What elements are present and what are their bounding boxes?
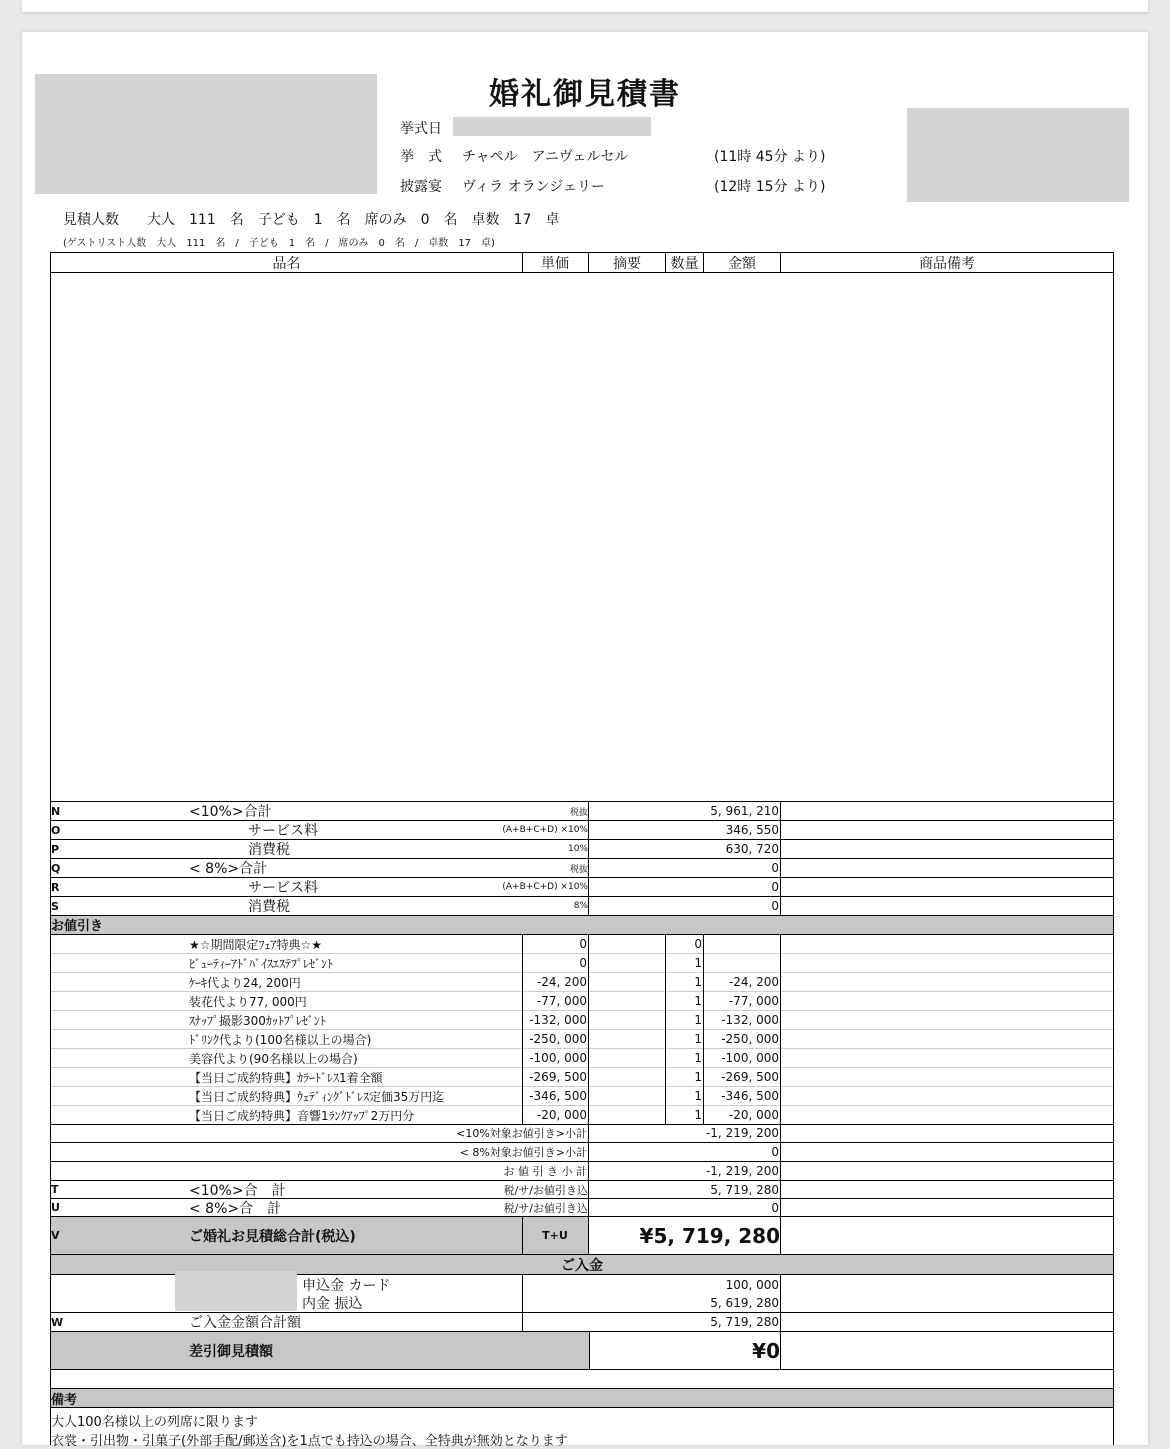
guest-count: 見積人数 大人 111 名 子ども 1 名 席のみ 0 名 卓数 17 卓 — [63, 212, 560, 228]
row-letter: R — [51, 880, 60, 894]
subtotal-note: 10% — [567, 844, 588, 854]
discount-amount: -20, 000 — [728, 1108, 779, 1122]
row-letter: O — [51, 823, 61, 837]
redacted-date — [453, 117, 651, 136]
discount-amount: -250, 000 — [721, 1032, 779, 1046]
discount-amount: -269, 500 — [721, 1070, 779, 1084]
balance-label: 差引御見積額 — [189, 1343, 273, 1360]
discount-qty: 1 — [694, 1051, 702, 1065]
discount-header-row — [51, 915, 1113, 935]
ceremony-time: (11時 45分 より) — [714, 149, 826, 165]
subtotal-row — [51, 897, 1113, 916]
discount-qty: 1 — [694, 1032, 702, 1046]
total-amount: 5, 719, 280 — [710, 1182, 779, 1197]
total-row — [51, 1181, 1113, 1199]
subtotal-amount: 630, 720 — [725, 842, 779, 856]
col-remarks: 商品備考 — [919, 255, 975, 272]
subtotal-amount: 0 — [771, 861, 779, 875]
discount-row — [51, 1011, 1113, 1030]
payment-total-letter: W — [51, 1315, 64, 1329]
discount-row — [51, 1030, 1113, 1049]
row-letter: U — [51, 1201, 60, 1214]
discount-name: ★☆期間限定ﾌｪｱ特典☆★ — [189, 937, 323, 952]
previous-page-edge — [22, 0, 1148, 12]
total-note: 税/サ/お値引き込 — [503, 1201, 588, 1215]
discount-qty: 1 — [694, 1108, 702, 1122]
discount-name: ｹｰｷ代より24, 200円 — [189, 975, 301, 990]
discount-unit-price: 0 — [579, 937, 587, 951]
discount-subtotal-label: < 8%対象お値引き>小計 — [459, 1146, 587, 1159]
discount-name: ﾋﾞｭｰﾃｨｰｱﾄﾞﾊﾞｲｽｴｽﾃﾌﾟﾚｾﾞﾝﾄ — [189, 956, 334, 971]
subtotal-name: 消費税 — [248, 842, 290, 858]
subtotal-amount: 0 — [771, 899, 779, 913]
subtotal-name: サービス料 — [248, 880, 318, 896]
balance-row — [51, 1332, 1113, 1370]
total-name: <10%>合 計 — [189, 1182, 286, 1199]
discount-name: ｽﾅｯﾌﾟ撮影300ｶｯﾄﾌﾟﾚｾﾞﾝﾄ — [189, 1013, 326, 1028]
col-amount: 金額 — [728, 255, 756, 272]
discount-qty: 1 — [694, 1089, 702, 1103]
redacted-stamp — [907, 108, 1129, 202]
subtotal-note: 税抜 — [569, 864, 588, 875]
estimate-page — [22, 32, 1148, 1449]
discount-subtotal-label: お 値 引 き 小 計 — [503, 1165, 587, 1178]
col-summary: 摘要 — [613, 255, 641, 272]
col-qty: 数量 — [670, 255, 699, 272]
discount-qty: 1 — [694, 1070, 702, 1084]
row-letter: T — [51, 1183, 59, 1196]
discount-amount: -77, 000 — [728, 994, 779, 1008]
ceremony-label: 挙 式 — [400, 149, 442, 165]
subtotal-amount: 346, 550 — [725, 823, 779, 837]
subtotal-note: 8% — [573, 901, 588, 911]
discount-row — [51, 935, 1113, 954]
reception-time: (12時 15分 より) — [714, 179, 826, 195]
discount-subtotal-label: <10%対象お値引き>小計 — [456, 1127, 587, 1140]
discount-unit-price: 0 — [579, 956, 587, 970]
ceremony-venue: チャペル アニヴェルセル — [462, 149, 629, 165]
discount-row — [51, 1106, 1113, 1125]
discount-subtotal-amount: 0 — [771, 1145, 779, 1159]
discount-unit-price: -250, 000 — [529, 1032, 587, 1046]
discount-row — [51, 954, 1113, 973]
discount-qty: 1 — [694, 975, 702, 989]
payment-amount: 5, 619, 280 — [710, 1296, 779, 1310]
subtotal-name: サービス料 — [248, 823, 318, 839]
discount-subtotal-amount: -1, 219, 200 — [705, 1126, 779, 1140]
item-area — [51, 273, 1113, 802]
subtotal-name: < 8%>合計 — [189, 861, 268, 877]
subtotal-name: <10%>合計 — [189, 804, 272, 820]
subtotal-note: 税抜 — [569, 807, 588, 818]
payment-label: 内金 振込 — [302, 1296, 363, 1312]
estimate-table — [50, 252, 1114, 1449]
payment-total-amount: 5, 719, 280 — [710, 1315, 779, 1329]
subtotal-note: (A+B+C+D) ×10% — [502, 882, 588, 892]
discount-qty: 1 — [694, 994, 702, 1008]
column-header-row — [51, 253, 1113, 273]
row-letter: P — [51, 842, 60, 856]
discount-qty: 1 — [694, 956, 702, 970]
redacted-payer — [175, 1271, 297, 1311]
grand-label: ご婚礼お見積総合計(税込) — [189, 1228, 356, 1245]
grand-amount: ¥5, 719, 280 — [589, 1217, 780, 1254]
discount-unit-price: -77, 000 — [536, 994, 587, 1008]
note-line: 大人100名様以上の列席に限ります — [51, 1415, 258, 1430]
subtotal-note: (A+B+C+D) ×10% — [502, 825, 588, 835]
col-name: 品名 — [272, 255, 301, 272]
discount-subtotal-row — [51, 1124, 1113, 1143]
discount-name: 【当日ご成約特典】音響1ﾗﾝｸｱｯﾌﾟ2万円分 — [189, 1108, 415, 1123]
discount-amount: -346, 500 — [721, 1089, 779, 1103]
grand-letter: V — [51, 1229, 60, 1242]
subtotal-row — [51, 859, 1113, 878]
discount-qty: 1 — [694, 1013, 702, 1027]
notes-header-row — [51, 1388, 1113, 1408]
discount-qty: 0 — [694, 937, 702, 951]
subtotal-row — [51, 840, 1113, 859]
discount-amount — [704, 954, 779, 972]
discount-row — [51, 973, 1113, 992]
discount-row — [51, 1049, 1113, 1068]
discount-name: 美容代より(90名様以上の場合) — [189, 1051, 358, 1066]
subtotal-row — [51, 878, 1113, 897]
discount-row — [51, 992, 1113, 1011]
discount-row — [51, 1068, 1113, 1087]
discount-subtotal-row — [51, 1143, 1113, 1162]
discount-amount: -100, 000 — [721, 1051, 779, 1065]
payment-total-row — [51, 1313, 1113, 1332]
row-letter: Q — [51, 861, 61, 875]
document-title: 婚礼御見積書 — [489, 77, 681, 112]
payment-amount: 100, 000 — [725, 1277, 779, 1292]
total-note: 税/サ/お値引き込 — [503, 1183, 588, 1197]
subtotal-amount: 0 — [771, 880, 779, 894]
discount-amount: -132, 000 — [721, 1013, 779, 1027]
payment-header: ご入金 — [561, 1257, 603, 1274]
subtotal-name: 消費税 — [248, 899, 290, 915]
discount-unit-price: -269, 500 — [529, 1070, 587, 1084]
discount-unit-price: -100, 000 — [529, 1051, 587, 1065]
grand-formula: T+U — [522, 1217, 588, 1254]
discount-unit-price: -20, 000 — [536, 1108, 587, 1122]
note-line: 衣裳・引出物・引菓子(外部手配/郵送含)を1点でも持込の場合、全特典が無効となります — [51, 1434, 568, 1449]
discount-name: ﾄﾞﾘﾝｸ代より(100名様以上の場合) — [189, 1032, 372, 1047]
discount-header: お値引き — [51, 919, 104, 934]
discount-unit-price: -132, 000 — [529, 1013, 587, 1027]
discount-subtotal-row — [51, 1162, 1113, 1181]
date-label: 挙式日 — [400, 121, 442, 137]
subtotal-amount: 5, 961, 210 — [710, 804, 779, 818]
notes-header: 備考 — [51, 1392, 78, 1408]
row-letter: S — [51, 899, 59, 913]
total-name: < 8%>合 計 — [189, 1200, 282, 1217]
reception-label: 披露宴 — [400, 179, 442, 195]
subtotal-row — [51, 821, 1113, 840]
subtotal-row — [51, 802, 1113, 821]
discount-subtotal-amount: -1, 219, 200 — [705, 1164, 779, 1178]
row-letter: N — [51, 804, 61, 818]
discount-name: 【当日ご成約特典】ｳｪﾃﾞｨﾝｸﾞﾄﾞﾚｽ定価35万円迄 — [189, 1089, 445, 1104]
guest-list-count: (ゲストリスト人数 大人 111 名 / 子ども 1 名 / 席のみ 0 名 / 卓数 17 卓) — [63, 238, 495, 249]
discount-unit-price: -24, 200 — [536, 975, 587, 989]
discount-amount — [704, 935, 779, 953]
discount-name: 【当日ご成約特典】ｶﾗｰﾄﾞﾚｽ1着全額 — [189, 1070, 383, 1085]
discount-row — [51, 1087, 1113, 1106]
total-row — [51, 1199, 1113, 1217]
payment-label: 申込金 カード — [302, 1277, 391, 1294]
discount-name: 装花代より77, 000円 — [189, 994, 307, 1009]
balance-amount: ¥0 — [752, 1338, 780, 1363]
col-unit-price: 単価 — [541, 255, 569, 272]
discount-unit-price: -346, 500 — [529, 1089, 587, 1103]
total-amount: 0 — [771, 1200, 779, 1215]
discount-amount: -24, 200 — [728, 975, 779, 989]
reception-venue: ヴィラ オランジェリー — [462, 179, 605, 195]
payment-total-label: ご入金金額合計額 — [189, 1315, 301, 1331]
grand-total-row — [51, 1217, 1113, 1255]
